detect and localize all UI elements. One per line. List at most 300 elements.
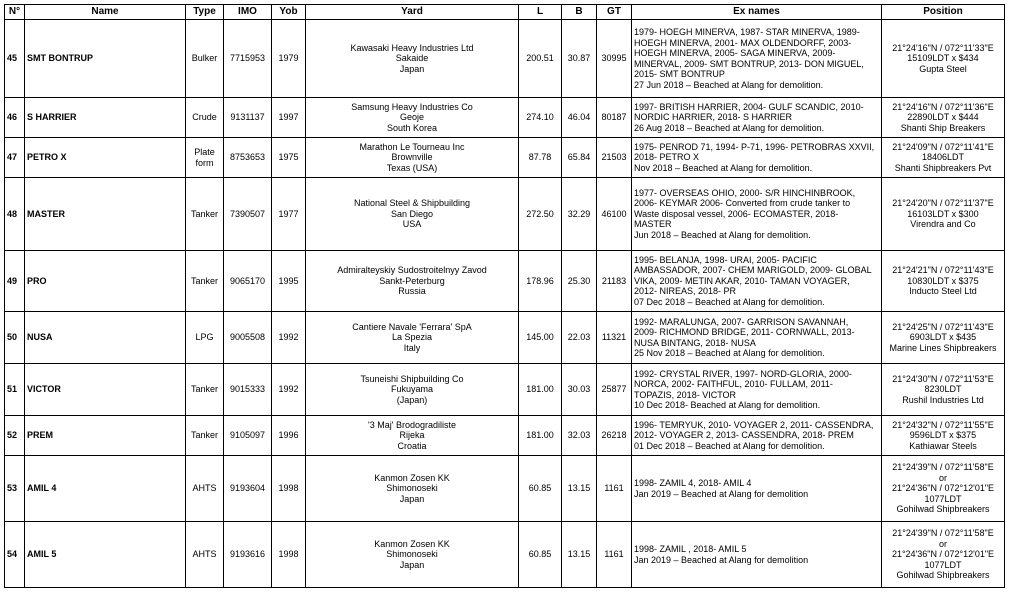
gt-cell — [597, 522, 632, 588]
ex-name-line: NORDIC HARRIER, 2018- S HARRIER — [634, 112, 793, 123]
position-line: 22890LDT x $444 — [907, 112, 979, 123]
col-header-type: Type — [186, 5, 224, 20]
position-line: 6903LDT x $435 — [909, 332, 977, 343]
position-cell — [882, 138, 1005, 178]
length-value: 60.85 — [528, 549, 552, 560]
yard-line: Marathon Le Tourneau Inc — [359, 141, 465, 152]
ex-names-cell — [632, 312, 882, 364]
yard-line: Japan — [399, 493, 425, 504]
position-line: or — [938, 472, 947, 483]
gross-tonnage-value: 30995 — [601, 53, 627, 64]
yard-line: (Japan) — [396, 394, 428, 405]
ex-names-cell — [632, 178, 882, 251]
yard-line: Admiralteyskiy Sudostroitelnyy Zavod — [337, 265, 487, 276]
beam-cell — [562, 416, 597, 456]
year-of-build: 1977 — [278, 208, 299, 219]
ship-name: AMIL 5 — [27, 549, 57, 560]
row-number-cell — [5, 98, 25, 138]
ex-name-line: 1992- CRYSTAL RIVER, 1997- NORD-GLORIA, 2000- — [634, 368, 852, 379]
row-number-cell — [5, 456, 25, 522]
length-cell — [519, 98, 562, 138]
yob-cell — [272, 456, 306, 522]
year-of-build: 1998 — [278, 549, 299, 560]
length-value: 274.10 — [526, 112, 554, 123]
gross-tonnage-value: 1161 — [604, 483, 624, 494]
ex-name-line: NUSA BINTANG, 2018- NUSA — [634, 337, 756, 348]
ex-names-cell — [632, 416, 882, 456]
yob-cell — [272, 522, 306, 588]
ex-name-line: 1998- ZAMIL , 2018- AMIL 5 — [634, 544, 747, 554]
imo-number: 9193616 — [229, 549, 266, 560]
row-number: 51 — [7, 384, 18, 395]
yard-line: Japan — [399, 63, 425, 74]
beam-cell — [562, 312, 597, 364]
beam-value: 30.03 — [567, 384, 591, 395]
year-of-build: 1997 — [278, 112, 299, 123]
ex-name-line: 2018- PETRO X — [634, 152, 700, 163]
row-number-cell — [5, 312, 25, 364]
ex-name-line: TOPAZIS, 2018- VICTOR — [634, 389, 737, 400]
beam-value: 25.30 — [567, 275, 591, 286]
position-cell — [882, 98, 1005, 138]
yard-line: Geoje — [399, 112, 425, 123]
row-number: 53 — [7, 483, 18, 494]
beaching-note: 25 Nov 2018 – Beached at Alang for demolition. — [634, 348, 825, 358]
ship-name-cell — [25, 251, 186, 312]
yard-line: South Korea — [386, 122, 438, 133]
ship-name-cell — [25, 416, 186, 456]
ex-names-cell — [632, 251, 882, 312]
position-line: Marine Lines Shipbreakers — [889, 342, 997, 353]
yard-line: Shimonoseki — [386, 483, 438, 494]
ship-name: AMIL 4 — [27, 483, 57, 494]
ship-type-cell — [186, 522, 224, 588]
ship-type: LPG — [195, 332, 214, 343]
ex-name-line: NORCA, 2002- FAITHFUL, 2010- FULLAM, 2011- — [634, 379, 833, 389]
yard-line: Russia — [398, 286, 426, 297]
imo-cell — [224, 178, 272, 251]
yard-cell — [306, 364, 519, 416]
length-value: 145.00 — [526, 332, 554, 343]
beaching-note: Nov 2018 – Beached at Alang for demolition. — [634, 162, 813, 173]
yard-line: USA — [402, 219, 422, 230]
yob-cell — [272, 416, 306, 456]
position-cell — [882, 251, 1005, 312]
length-cell — [519, 138, 562, 178]
position-line: 21°24'36"N / 072°12'01"E — [891, 483, 995, 494]
position-cell — [882, 522, 1005, 588]
position-cell — [882, 312, 1005, 364]
position-line: 9596LDT x $375 — [909, 430, 977, 441]
ship-demolition-table — [4, 4, 1005, 588]
table-row — [5, 456, 1005, 522]
gt-cell — [597, 98, 632, 138]
yard-cell — [306, 416, 519, 456]
position-line: 21°24'32"N / 072°11'55"E — [892, 419, 994, 430]
table-row — [5, 178, 1005, 251]
yob-cell — [272, 138, 306, 178]
ship-name-cell — [25, 98, 186, 138]
beaching-note: 01 Dec 2018 – Beached at Alang for demolition. — [634, 440, 825, 451]
position-line: Shanti Shipbreakers Pvt — [894, 162, 992, 173]
ex-name-line: 2012- NIREAS, 2018- PR — [634, 286, 737, 297]
position-line: or — [938, 538, 947, 549]
gross-tonnage-value: 21503 — [601, 152, 627, 163]
year-of-build: 1992 — [278, 332, 299, 343]
ship-type-cell — [186, 251, 224, 312]
gross-tonnage-value: 46100 — [601, 208, 627, 219]
row-number: 50 — [7, 332, 18, 343]
position-line: Kathiawar Steels — [909, 440, 977, 451]
yard-cell — [306, 98, 519, 138]
beam-value: 32.03 — [567, 430, 591, 441]
ship-type-cell — [186, 138, 224, 178]
beam-cell — [562, 178, 597, 251]
beam-value: 22.03 — [567, 332, 591, 343]
table-row — [5, 416, 1005, 456]
yard-line: '3 Maj' Brodogradiliste — [368, 419, 456, 430]
ship-name-cell — [25, 456, 186, 522]
ship-name-cell — [25, 178, 186, 251]
imo-cell — [224, 456, 272, 522]
beam-cell — [562, 456, 597, 522]
position-line: 21°24'25"N / 072°11'43"E — [892, 321, 994, 332]
position-line: 21°24'20"N / 072°11'37"E — [892, 198, 994, 209]
yob-cell — [272, 364, 306, 416]
yob-cell — [272, 20, 306, 98]
ex-name-line: 1998- ZAMIL 4, 2018- AMIL 4 — [634, 478, 752, 488]
ex-name-line: MINERVAL, 2009- SMT BONTRUP, 2013- DON MIGUEL, — [634, 58, 864, 69]
col-header-b: B — [562, 5, 597, 20]
ship-name: NUSA — [27, 332, 53, 343]
col-header-no: N° — [5, 5, 25, 20]
yard-line: Italy — [403, 342, 421, 353]
ship-type-cell — [186, 456, 224, 522]
ex-name-line: HOEGH MINERVA, 2001- MAX OLDENDORFF, 2003- — [634, 37, 852, 48]
yob-cell — [272, 251, 306, 312]
length-value: 200.51 — [526, 53, 554, 64]
imo-number: 9105097 — [229, 430, 266, 441]
length-value: 272.50 — [526, 208, 554, 219]
position-line: Virendra and Co — [910, 219, 976, 230]
ex-name-line: AMBASSADOR, 2007- CHEM MARIGOLD, 2009- GLOBAL — [634, 265, 872, 276]
table-row — [5, 20, 1005, 98]
row-number-cell — [5, 522, 25, 588]
table-row — [5, 364, 1005, 416]
ship-type: Plate — [194, 147, 215, 157]
ship-type: Bulker — [191, 53, 218, 64]
beam-value: 65.84 — [567, 152, 591, 163]
year-of-build: 1996 — [278, 430, 299, 441]
gt-cell — [597, 312, 632, 364]
ship-name: SMT BONTRUP — [27, 53, 93, 64]
yard-line: Kawasaki Heavy Industries Ltd — [350, 42, 474, 53]
ex-name-line: 1995- BELANJA, 1998- URAI, 2005- PACIFIC — [634, 254, 817, 265]
length-value: 178.96 — [526, 275, 554, 286]
gt-cell — [597, 416, 632, 456]
position-line: 21°24'16"N / 072°11'33"E — [892, 42, 994, 53]
length-value: 60.85 — [528, 483, 552, 494]
ship-type-cell — [186, 98, 224, 138]
position-line: 15109LDT x $434 — [907, 53, 979, 64]
ex-name-line: 1996- TEMRYUK, 2010- VOYAGER 2, 2011- CASSENDRA, — [634, 419, 874, 430]
col-header-position: Position — [882, 5, 1005, 20]
imo-cell — [224, 522, 272, 588]
table-row — [5, 312, 1005, 364]
beam-cell — [562, 20, 597, 98]
beaching-note: Jan 2019 – Beached at Alang for demolition — [634, 554, 809, 565]
ex-names-cell — [632, 456, 882, 522]
ship-name: PREM — [27, 430, 54, 441]
position-line: 1077LDT — [924, 559, 962, 570]
imo-number: 9131137 — [230, 112, 265, 123]
imo-cell — [224, 364, 272, 416]
length-cell — [519, 312, 562, 364]
beaching-note: Jun 2018 – Beached at Alang for demolition. — [634, 229, 811, 240]
year-of-build: 1979 — [278, 53, 299, 64]
position-cell — [882, 416, 1005, 456]
ship-type-cell — [186, 312, 224, 364]
length-cell — [519, 364, 562, 416]
yard-line: Brownville — [391, 152, 433, 163]
yard-line: Cantiere Navale 'Ferrara' SpA — [352, 321, 472, 332]
col-header-imo: IMO — [224, 5, 272, 20]
ex-names-cell — [632, 522, 882, 588]
ship-type: Tanker — [190, 430, 218, 441]
yard-cell — [306, 138, 519, 178]
col-header-gt: GT — [597, 5, 632, 20]
gross-tonnage-value: 80187 — [601, 112, 627, 123]
gt-cell — [597, 456, 632, 522]
ship-name-cell — [25, 522, 186, 588]
beaching-note: Jan 2019 – Beached at Alang for demolition — [634, 488, 809, 499]
ex-names-cell — [632, 98, 882, 138]
yard-cell — [306, 178, 519, 251]
beam-cell — [562, 138, 597, 178]
ship-type-cell — [186, 364, 224, 416]
gross-tonnage-value: 25877 — [601, 384, 627, 395]
gross-tonnage-value: 1161 — [604, 549, 624, 560]
ship-type: AHTS — [192, 549, 217, 560]
yard-line: San Diego — [390, 208, 434, 219]
col-header-ex-names: Ex names — [632, 5, 882, 20]
ship-type: Tanker — [190, 208, 218, 219]
yob-cell — [272, 312, 306, 364]
ship-type-cell — [186, 416, 224, 456]
position-line: 21°24'09"N / 072°11'41"E — [892, 141, 994, 152]
col-header-l: L — [519, 5, 562, 20]
ex-name-line: 1992- MARALUNGA, 2007- GARRISON SAVANNAH, — [634, 316, 849, 327]
yard-line: Samsung Heavy Industries Co — [351, 101, 473, 112]
yard-cell — [306, 251, 519, 312]
ex-name-line: 1997- BRITISH HARRIER, 2004- GULF SCANDIC, 2010- — [634, 101, 864, 112]
imo-cell — [224, 251, 272, 312]
ex-names-cell — [632, 364, 882, 416]
imo-cell — [224, 20, 272, 98]
position-line: Rushil Industries Ltd — [902, 394, 984, 405]
imo-number: 9193604 — [229, 483, 266, 494]
position-line: Gohilwad Shipbreakers — [896, 570, 990, 581]
ship-type: Tanker — [190, 384, 218, 395]
beam-cell — [562, 364, 597, 416]
position-cell — [882, 364, 1005, 416]
gross-tonnage-value: 26218 — [601, 430, 627, 441]
row-number-cell — [5, 20, 25, 98]
length-cell — [519, 20, 562, 98]
ship-type: Crude — [192, 112, 217, 123]
gt-cell — [597, 364, 632, 416]
row-number: 49 — [7, 275, 18, 286]
yard-line: Fukuyama — [390, 384, 434, 395]
beam-value: 30.87 — [567, 53, 591, 64]
position-line: Inducto Steel Ltd — [909, 286, 977, 297]
ship-type: AHTS — [192, 483, 217, 494]
position-line: 8230LDT — [924, 384, 962, 395]
beaching-note: 26 Aug 2018 – Beached at Alang for demolition. — [634, 122, 825, 133]
beam-cell — [562, 522, 597, 588]
ex-name-line: VIKA, 2009- METIN AKAR, 2010- TAMAN VOYAGER, — [634, 275, 850, 286]
yard-line: Kanmon Zosen KK — [374, 538, 450, 549]
imo-number: 9005508 — [229, 332, 266, 343]
position-line: 21°24'36"N / 072°12'01"E — [891, 549, 995, 560]
ex-name-line: 2009- RICHMOND BRIDGE, 2011- CORNWALL, 2013- — [634, 327, 855, 337]
ship-name-cell — [25, 138, 186, 178]
length-cell — [519, 251, 562, 312]
yob-cell — [272, 98, 306, 138]
position-cell — [882, 20, 1005, 98]
length-value: 87.78 — [528, 152, 552, 163]
header-row — [5, 5, 1005, 20]
position-line: 21°24'30"N / 072°11'53"E — [892, 373, 994, 384]
yard-line: Sakaide — [395, 53, 429, 64]
position-line: 21°24'39"N / 072°11'58"E — [892, 462, 994, 473]
beaching-note: 27 Jun 2018 – Beached at Alang for demolition. — [634, 79, 824, 90]
ship-type: Tanker — [190, 275, 218, 286]
yard-cell — [306, 312, 519, 364]
length-value: 181.00 — [526, 430, 554, 441]
ex-name-line: 1975- PENROD 71, 1994- P-71, 1996- PETROBRAS XXVII, — [634, 141, 875, 152]
imo-number: 7390507 — [229, 208, 266, 219]
col-header-name: Name — [25, 5, 186, 20]
imo-cell — [224, 312, 272, 364]
ex-name-line: 2015- SMT BONTRUP — [634, 69, 725, 79]
ex-name-line: 1977- OVERSEAS OHIO, 2000- S/R HINCHINBROOK, — [634, 187, 856, 198]
yard-line: Tsuneishi Shipbuilding Co — [360, 373, 464, 384]
beam-value: 32.29 — [567, 208, 591, 219]
ship-name-cell — [25, 364, 186, 416]
row-number: 54 — [7, 549, 18, 560]
yard-line: Japan — [399, 559, 425, 570]
length-cell — [519, 178, 562, 251]
ex-name-line: 2012- VOYAGER 2, 2013- CASSENDRA, 2018- PREM — [634, 430, 854, 441]
gt-cell — [597, 20, 632, 98]
yard-cell — [306, 456, 519, 522]
position-line: 1077LDT — [924, 493, 962, 504]
gross-tonnage-value: 11321 — [601, 332, 627, 343]
year-of-build: 1998 — [278, 483, 299, 494]
position-cell — [882, 178, 1005, 251]
gt-cell — [597, 178, 632, 251]
year-of-build: 1975 — [278, 152, 299, 163]
length-cell — [519, 456, 562, 522]
position-line: 21°24'16"N / 072°11'36"E — [892, 101, 994, 112]
year-of-build: 1992 — [278, 384, 299, 395]
yob-cell — [272, 178, 306, 251]
yard-line: National Steel & Shipbuilding — [353, 198, 471, 209]
yard-line: Texas (USA) — [386, 162, 438, 173]
row-number: 52 — [7, 430, 18, 441]
col-header-yob: Yob — [272, 5, 306, 20]
row-number-cell — [5, 178, 25, 251]
imo-cell — [224, 416, 272, 456]
row-number-cell — [5, 251, 25, 312]
yard-cell — [306, 20, 519, 98]
yard-line: Shimonoseki — [386, 549, 438, 560]
yard-line: Croatia — [397, 440, 427, 451]
yard-line: La Spezia — [391, 332, 433, 343]
yard-cell — [306, 522, 519, 588]
ship-name: VICTOR — [27, 384, 61, 395]
table-row — [5, 522, 1005, 588]
position-line: 10830LDT x $375 — [907, 275, 979, 286]
position-line: 21°24'21"N / 072°11'43"E — [892, 265, 994, 276]
gross-tonnage-value: 21183 — [601, 275, 627, 286]
yard-line: Sankt-Peterburg — [379, 275, 445, 286]
row-number: 46 — [7, 112, 18, 123]
imo-cell — [224, 98, 272, 138]
table-row — [5, 138, 1005, 178]
ex-names-cell — [632, 138, 882, 178]
beaching-note: 10 Dec 2018- Beached at Alang for demolition. — [634, 400, 821, 410]
beam-value: 13.15 — [567, 483, 591, 494]
imo-cell — [224, 138, 272, 178]
beam-cell — [562, 251, 597, 312]
imo-number: 8753653 — [229, 152, 266, 163]
row-number-cell — [5, 138, 25, 178]
ship-name: MASTER — [27, 208, 65, 219]
imo-number: 7715953 — [229, 53, 266, 64]
position-line: Gupta Steel — [919, 63, 967, 74]
gt-cell — [597, 138, 632, 178]
row-number-cell — [5, 416, 25, 456]
position-line: 16103LDT x $300 — [907, 208, 979, 219]
imo-number: 9065170 — [229, 275, 266, 286]
ship-type-cell — [186, 20, 224, 98]
beam-value: 13.15 — [567, 549, 591, 560]
position-cell — [882, 456, 1005, 522]
ship-type-cell — [186, 178, 224, 251]
ex-name-line: 2006- KEYMAR 2006- Converted from crude tanker to — [634, 198, 851, 209]
row-number: 45 — [7, 53, 18, 64]
ex-name-line: MASTER — [634, 219, 672, 230]
position-line: Gohilwad Shipbreakers — [896, 504, 990, 515]
beam-cell — [562, 98, 597, 138]
col-header-yard: Yard — [306, 5, 519, 20]
ship-name-cell — [25, 312, 186, 364]
ship-name: PRO — [27, 275, 47, 286]
table-body — [5, 20, 1005, 588]
length-cell — [519, 522, 562, 588]
yard-line: Rijeka — [399, 430, 425, 441]
year-of-build: 1995 — [278, 275, 299, 286]
table-row — [5, 251, 1005, 312]
ex-name-line: 1979- HOEGH MINERVA, 1987- STAR MINERVA, 1989- — [634, 27, 860, 37]
ship-name-cell — [25, 20, 186, 98]
ship-type: form — [195, 157, 214, 168]
row-number-cell — [5, 364, 25, 416]
position-line: 18406LDT — [921, 152, 965, 163]
position-line: Shanti Ship Breakers — [900, 122, 986, 133]
